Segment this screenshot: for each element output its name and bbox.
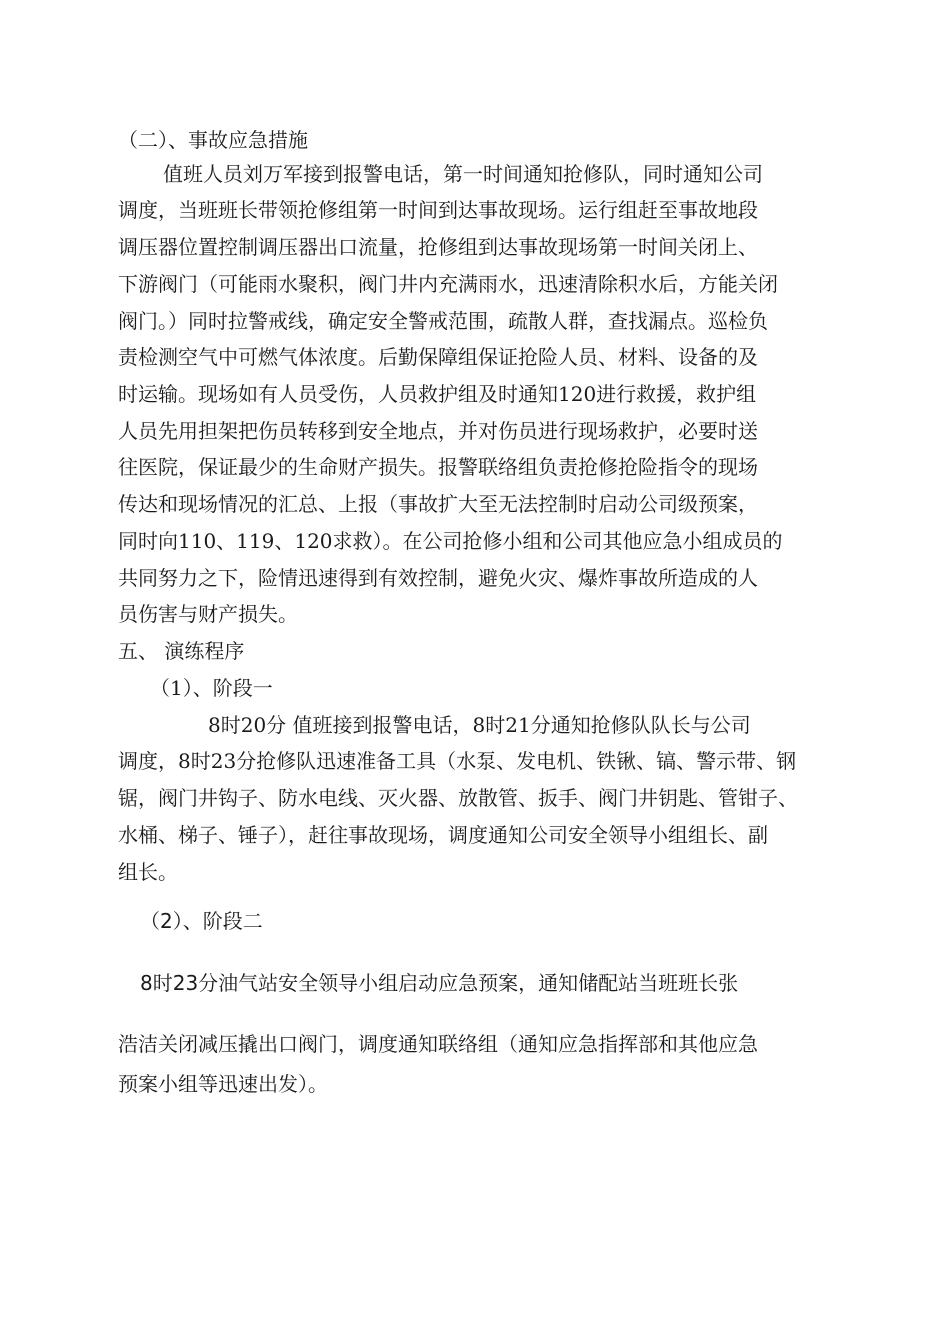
- stage-2-line: 8时23分油气站安全领导小组启动应急预案，通知储配站当班班长张: [140, 971, 739, 995]
- section-heading: （二）、事故应急措施: [118, 128, 308, 152]
- paragraph-line: 值班人员刘万军接到报警电话，第一时间通知抢修队，同时通知公司: [163, 162, 763, 186]
- stage-2-line: 浩洁关闭减压撬出口阀门，调度通知联络组（通知应急指挥部和其他应急: [118, 1032, 758, 1056]
- stage-2-heading: （2）、阶段二: [140, 909, 263, 933]
- stage-1-heading: （1）、阶段一: [150, 676, 273, 700]
- paragraph-line: 阀门。）同时拉警戒线，确定安全警戒范围，疏散人群，查找漏点。巡检负: [118, 309, 768, 333]
- stage-2-line: 预案小组等迅速出发）。: [118, 1072, 328, 1096]
- paragraph-line: 人员先用担架把伤员转移到安全地点，并对伤员进行现场救护，必要时送: [118, 419, 758, 443]
- section-5-heading: 五、 演练程序: [118, 639, 245, 663]
- stage-1-line: 锯，阀门井钩子、防水电线、灭火器、放散管、扳手、阀门井钥匙、管钳子、: [118, 786, 798, 810]
- paragraph-line: 员伤害与财产损失。: [118, 602, 298, 626]
- paragraph-line: 传达和现场情况的汇总、上报（事故扩大至无法控制时启动公司级预案，: [118, 492, 758, 516]
- stage-1-line: 8时20分 值班接到报警电话，8时21分通知抢修队队长与公司: [208, 713, 751, 737]
- paragraph-line: 往医院，保证最少的生命财产损失。报警联络组负责抢修抢险指令的现场: [118, 455, 758, 479]
- stage-1-line: 水桶、梯子、锤子），赶往事故现场，调度通知公司安全领导小组组长、副: [118, 823, 768, 847]
- paragraph-line: 调压器位置控制调压器出口流量，抢修组到达事故现场第一时间关闭上、: [118, 235, 758, 259]
- paragraph-line: 同时向110、119、120求救）。在公司抢修小组和公司其他应急小组成员的: [118, 529, 783, 553]
- paragraph-line: 调度，当班班长带领抢修组第一时间到达事故现场。运行组赶至事故地段: [118, 198, 758, 222]
- paragraph-line: 时运输。现场如有人员受伤，人员救护组及时通知120进行救援，救护组: [118, 382, 757, 406]
- stage-1-line: 调度，8时23分抢修队迅速准备工具（水泵、发电机、铁锹、镐、警示带、钢: [118, 749, 797, 773]
- paragraph-line: 责检测空气中可燃气体浓度。后勤保障组保证抢险人员、材料、设备的及: [118, 345, 758, 369]
- paragraph-line: 共同努力之下，险情迅速得到有效控制，避免火灾、爆炸事故所造成的人: [118, 566, 758, 590]
- stage-1-line: 组长。: [118, 860, 178, 884]
- paragraph-line: 下游阀门（可能雨水聚积，阀门井内充满雨水，迅速清除积水后，方能关闭: [118, 272, 778, 296]
